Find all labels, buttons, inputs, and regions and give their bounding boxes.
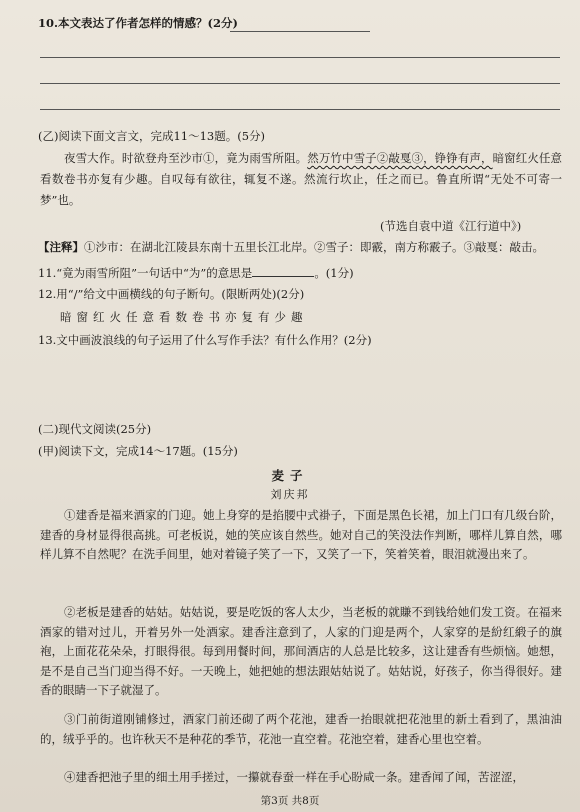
answer-blank[interactable]	[252, 264, 314, 277]
answer-line	[230, 31, 370, 32]
question-12: 12.用“/”给文中画横线的句子断句。(限断两处)(2分)	[38, 287, 305, 301]
section-modern-header: (二)现代文阅读(25分)	[38, 422, 152, 436]
article-paragraph-3: ③门前街道刚铺修过，酒家门前还砌了两个花池，建香一抬眼就把花池里的新土看到了，黑油油的，绒乎乎的。也许秋天不是种花的季节，花池一直空着。花池空着，建香心里也空着。	[40, 712, 562, 746]
notes	[38, 240, 544, 254]
passage-wavy-sentence: 然万竹中雪子②敲戛③，铮铮有声，	[307, 151, 493, 165]
section-jia-header: (甲)阅读下文，完成14～17题。(15分)	[38, 444, 238, 458]
question-11	[38, 264, 354, 280]
classical-passage	[40, 148, 562, 211]
notes-text: ①沙市：在湖北江陵县东南十五里长江北岸。②雪子：即霰，南方称霰子。③敲戛：敲击。	[84, 240, 544, 254]
passage-part-2: 暗窗红火任意看数卷书亦复有少趣。自叹每有欲往，辄复不遂。然流行坎止，任之而已。鲁直所谓“无处不可寄一梦”也。	[40, 151, 563, 207]
notes-label: 【注释】	[38, 240, 84, 254]
question-12-sentence: 暗窗红火任意看数卷书亦复有少趣	[60, 310, 308, 324]
question-11-score: 。(1分)	[314, 266, 354, 280]
article-paragraph-2: ②老板是建香的姑姑。姑姑说，要是吃饭的客人太少，当老板的就賺不到钱给她们发工资。在福来酒家的错对过儿，开着另外一处酒家。建香注意到了，人家的门迎是两个，人家穿的是紛红緞子的旗袍，上面花花朵朵，打眼得很。每到用餐时间，那间酒店的人总是比较多，这让建香有些烦恼。她想，是不是自己当门迎当得不好。一天晚上，她把她的想法跟姑姑说了。姑姑说，好孩子，你当得很好。建香的眼睛一下子就湿了。	[40, 605, 562, 697]
page-footer: 第3页 共8页	[260, 795, 320, 807]
article-paragraph-1: ①建香是福来酒家的门迎。她上身穿的是掐腰中式褂子，下面是黑色长裙，加上门口有几级台阶，建香的身材显得很高挑。可老板说，她的笑应该自然些。她对自己的笑没法作判断，哪样儿算自然，哪样儿算不自然呢？在洗手间里，她对着镜子笑了一下，又笑了一下，笑着笑着，眼泪就漫出来了。	[40, 508, 562, 561]
article-title: 麦子	[271, 468, 309, 483]
section-yi-header: (乙)阅读下面文言文，完成11～13题。(5分)	[38, 129, 266, 143]
answer-line	[40, 57, 560, 58]
passage-source: (节选自袁中道《江行道中》)	[380, 219, 522, 233]
question-11-text: 11.“竟为雨雪所阻”一句话中“为”的意思是	[38, 266, 253, 280]
answer-line	[40, 83, 560, 84]
passage-part-1: 夜雪大作。时欲登舟至沙市①，竟为雨雪所阻。	[64, 151, 308, 165]
article-paragraph-4: ④建香把池子里的细土用手搓过，一攥就春蚕一样在手心盼咸一条。建香闻了闻，苦涩涩，	[64, 770, 524, 784]
answer-line	[40, 109, 560, 110]
question-10: 10.本文表达了作者怎样的情感？(2分)	[38, 16, 238, 30]
article-author: 刘庆邦	[270, 488, 310, 501]
question-13: 13.文中画波浪线的句子运用了什么写作手法？有什么作用？(2分)	[38, 333, 372, 347]
